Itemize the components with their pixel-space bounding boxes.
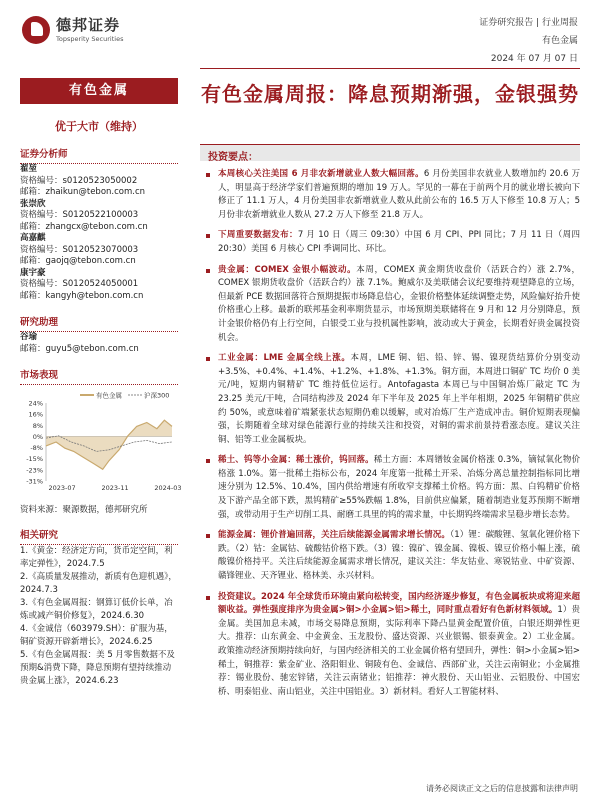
analyst-id: 资格编号：s0120523050002 (20, 175, 138, 186)
analyst-email[interactable]: 邮箱：kangyh@tebon.com.cn (20, 290, 144, 301)
analyst-name: 康宇豪 (20, 267, 46, 278)
key-point (200, 352, 580, 447)
analyst-id: 资格编号：S0120524050001 (20, 279, 139, 289)
key-point-text: 1）贵金属。美国加息未减，市场交易降息预期，实际利率下降凸显黄金配置价值，白银还期弹性更大。推荐：山东黄金、中金黄金、玉龙股份、盛达资源、兴业银锡、银泰黄金。2）工业金属。政策推动经济预期持续向好，与国内经济相关的工业金属价格有望回升，弹性：铜>小金属>铝>稀土，铜推荐：紫金矿业、洛阳钼业、铜陵有色、金诚信、西部矿业，关注云南铜业；小金属推荐：锡业股份、驰宏锌锗，关注云南锗业；铝推荐：神火股份、天山铝业、云铝股份、中国宏桥、明泰铝业、南山铝业，关注中国铝业。3）新材料。看好人工智能材料、 (218, 605, 580, 697)
y-tick-label: -15% (26, 455, 43, 464)
analyst-id: 资格编号：S0120522100003 (20, 210, 139, 220)
assistant-section-title: 研究助理 (20, 314, 178, 332)
report-industry: 有色金属 (541, 36, 578, 46)
analyst-name: 翟堃 (20, 164, 38, 174)
y-tick-label: 0% (32, 432, 43, 441)
key-point-highlight: 投资建议。2024 年全球货币环境由紧向松转变，国内经济逐步修复，有色金属板块或将迎来超额收益。弹性强度排序为贵金属>铜>小金属>铝>稀土，同时重点看好有色新材料领域。 (218, 591, 580, 616)
x-tick-label: 2023-11 (101, 484, 129, 492)
header-divider (200, 68, 580, 69)
related-item[interactable]: 5.《有色金属周报：美 5 月零售数据不及预期&消费下降，降息预期有望持续推动贵金属上涨》，2024.6.23 (20, 650, 175, 686)
key-point-highlight: 本周核心关注美国 6 月非农新增就业人数大幅回落。 (218, 169, 424, 179)
disclaimer-footer: 请务必阅读正文之后的信息披露和法律声明 (426, 784, 578, 793)
y-tick-label: -8% (30, 444, 43, 453)
key-point-text: 6 月份美国非农就业人数增加约 20.6 万人，明显高于经济学家们普遍预期的增加 19 万人。罕见的一幕在于前两个月的就业增长被向下修正了 11.1 万人，4 月份美国非农新增就业人数从此前公布的 16.5 万人下修至 10.8 万人；5 月份非农新增就业人数从 27.2 万人下修至 21.8 万人。 (218, 169, 580, 220)
key-points-header (200, 144, 580, 161)
report-title: 有色金属周报：降息预期渐强，金银强势 (201, 82, 579, 106)
key-point (200, 529, 580, 583)
key-point (200, 168, 580, 222)
key-points-label: 投资要点： (208, 152, 258, 163)
analyst-list (20, 164, 178, 302)
analyst-id: 资格编号：S0120523070003 (20, 244, 139, 255)
related-list (20, 545, 178, 688)
y-tick-label: 16% (28, 410, 43, 419)
logo-name-en: Topsperity Securities (56, 35, 124, 43)
analyst-section-title: 证券分析师 (20, 146, 178, 164)
key-point (200, 454, 580, 522)
key-point-text: 稀土方面：本周镨钕金属价格涨 0.3%，镝铽氧化物价格涨 1.0%。第一批稀土指标公布，2024 年度第一批稀土开采、冶炼分离总量控制指标同比增速分别为 12.5%、10.4%，国内供给增速有所收窄支撑稀土价格。钨方面：黑、白钨精矿价格及下游产品全部下跌，黑钨精矿≥55%跌幅 1.8%，目前供应偏紧，随着制造业复苏预期不断增强，或带动用于生产切削工具、耐磨工具里的钨的需求量，中长期钨终端需求呈稳步增长态势。 (218, 455, 580, 520)
logo-name-cn: 德邦证券 (56, 16, 121, 34)
key-point-text: 本周，LME 铜、铝、铅、锌、锡、镍现货结算价分别变动 +3.5%、+0.4%、+1.4%、+1.2%、+1.8%、+1.3%。铜方面，本周进口铜矿 TC 均价 0 美元/吨，短期内铜精矿 TC 维持低位运行。Antofagasta 本周已与中国铜冶炼厂敲定 TC 为 23.25 美元/干吨，合同结构涉及 2024 年下半年及 2025 年上半年相期，2025 年铜精矿供应约 50%，或意味着矿端紧张状态短期仍难以缓解，或对冶炼厂生产造成冲击。铜价短期表现偏强，长期随着全球对绿色能源行业的持续关注和投资，对铜的需求前景持看涨态度。建议关注铜、铝等工业金属板块。 (218, 353, 580, 445)
analyst-email[interactable]: 邮箱：gaojq@tebon.com.cn (20, 256, 136, 266)
related-section-title: 相关研究 (20, 527, 178, 545)
x-tick-label: 2024-03 (154, 484, 182, 492)
assistant-email[interactable]: 邮箱：guyu5@tebon.com.cn (20, 343, 139, 354)
related-item[interactable]: 2.《高质量发展推动，新质有色迎机遇》，2024.7.3 (20, 572, 177, 595)
report-type: 证券研究报告 | 行业周报 (479, 18, 578, 28)
legend-label-series-1: 有色金属 (96, 391, 122, 400)
analyst-name: 张崇欣 (20, 198, 46, 209)
key-point (200, 264, 580, 346)
key-point-text: 本周，COMEX 黄金期货收盘价（活跃合约）涨 2.7%，COMEX 银期货收盘价（活跃合约）涨 7.1%。鲍威尔及美联储会议纪要维持观望降息的立场，但最新 PCE 数据回落符合预期提振市场降息信心，金银价格整体延续调整走势，风险偏好抬升使价格重心上移。最新的联邦基金利率期货显示，市场预期美联储将在 9 月和 12 月分别降息，预计金银价格仍有上行空间，白银受工业与投机属性影响，波动或大于黄金，长期看好贵金属投资机会。 (218, 264, 580, 343)
x-tick-label: 2023-07 (48, 484, 76, 492)
company-logo (22, 14, 162, 50)
key-point-highlight: 稀土、钨等小金属：稀土涨价，钨回落。 (218, 455, 374, 466)
chart-source: 资料来源：聚源数据，德邦研究所 (20, 505, 148, 515)
y-tick-label: -23% (26, 466, 43, 475)
related-item[interactable]: 4.《金诚信（603979.SH）：矿服为基，铜矿资源开辟新增长》，2024.6.25 (20, 624, 173, 647)
market-section-title: 市场表现 (20, 367, 178, 385)
key-point-text: 7 月 10 日（周三 09:30）中国 6 月 CPI、PPI 同比；7 月 11 日（周四 20:30）美国 6 月核心 CPI 季调同比、环比。 (218, 230, 580, 254)
key-point-highlight: 工业金属：LME 金属全线上涨。 (218, 353, 351, 364)
assistant-name: 谷瑜 (20, 332, 38, 342)
y-tick-label: 24% (28, 399, 43, 408)
sector-badge: 有色金属 (20, 78, 178, 104)
key-point (200, 591, 580, 700)
analyst-email[interactable]: 邮箱：zhangcx@tebon.com.cn (20, 221, 148, 232)
rating: 优于大市（维持） (55, 120, 143, 133)
key-points (200, 168, 580, 706)
key-point (200, 229, 580, 256)
legend-label-series-2: 沪深300 (144, 391, 170, 400)
key-point-highlight: 能源金属：锂价普遍回落，关注后续能源金属需求增长情况。 (218, 530, 450, 541)
left-sidebar (20, 78, 182, 688)
series-area-nonferrous (46, 420, 172, 469)
analyst-name: 高嘉麒 (20, 233, 46, 243)
key-point-highlight: 下周重要数据发布： (218, 230, 298, 241)
market-chart-svg (20, 389, 182, 497)
key-point-highlight: 贵金属：COMEX 金银小幅波动。 (218, 264, 357, 275)
report-meta (479, 14, 578, 68)
y-tick-label: 8% (32, 421, 43, 430)
logo-mark-icon (22, 16, 50, 44)
analyst-email[interactable]: 邮箱：zhaikun@tebon.com.cn (20, 187, 146, 197)
market-performance-chart (20, 389, 182, 497)
report-header (0, 0, 600, 70)
related-item[interactable]: 3.《有色金属周报：钢算订低价长单，冶炼或减产铜价修复》，2024.6.30 (20, 598, 173, 621)
related-item[interactable]: 1.《黄金：经济定方向，货币定空间，利率定弹性》，2024.7.5 (20, 546, 173, 569)
y-tick-label: -31% (26, 477, 43, 486)
report-date: 2024 年 07 月 07 日 (490, 54, 578, 64)
key-point-text: （1）锂：碳酸锂、氢氧化锂价格下跌。（2）钴：金属钴、硫酸钴价格下跌。（3）镍：镍矿、镍金属、镍板、镍豆价格小幅上涨，硫酸镍价格持平。关注后续能源金属需求增长情况，建议关注：华友钴业、寒锐钴业、中矿资源、赣锋锂业、天齐锂业、格林美、永兴材料。 (218, 530, 580, 582)
assistant-block (20, 332, 178, 355)
